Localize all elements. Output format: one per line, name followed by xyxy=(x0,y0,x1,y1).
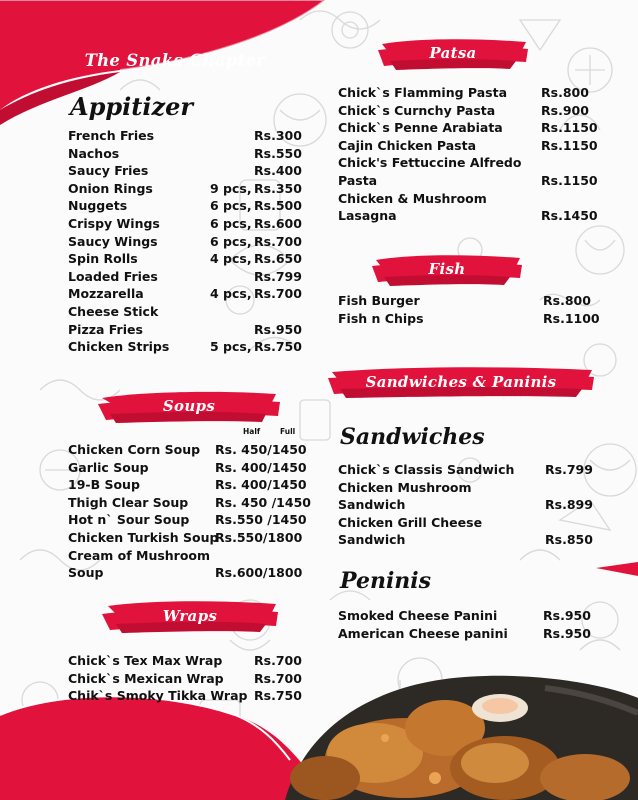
brand-title: The Snaks Chapter xyxy=(84,50,266,70)
wraps-banner xyxy=(100,596,280,636)
list-item: Chicken Mushroom xyxy=(338,479,472,495)
sandwiches-paninis-banner xyxy=(326,362,596,402)
fish-list xyxy=(338,292,598,327)
pasta-title: Patsa xyxy=(429,44,477,62)
list-item: Smoked Cheese Panini Rs.950 xyxy=(338,608,591,623)
list-item: Cajin Chicken Pasta Rs.1150 xyxy=(338,137,598,153)
list-item: Chick`s Tex Max Wrap Rs.700 xyxy=(68,653,302,668)
sandwiches-list xyxy=(338,461,598,549)
list-item: Garlic Soup Rs. 400/1450 xyxy=(68,459,307,475)
paninis-list xyxy=(338,607,598,642)
list-item: Crispy Wings 6 pcs, Rs.600 xyxy=(68,215,302,231)
list-item: Chick`s Classis Sandwich Rs.799 xyxy=(338,462,593,477)
list-item: Chicken Grill Cheese xyxy=(338,514,483,530)
soup-full-label: Full xyxy=(280,427,296,436)
fish-title: Fish xyxy=(428,260,466,278)
wraps-list xyxy=(68,652,308,705)
wraps-title: Wraps xyxy=(162,607,218,625)
list-item: Saucy Fries Rs.400 xyxy=(68,163,302,179)
soup-half-label: Half xyxy=(243,427,261,436)
fried-chicken-photo xyxy=(285,668,638,800)
list-item: Hot n` Sour Soup Rs.550 /1450 xyxy=(68,512,307,528)
list-item: Chick`s Penne Arabiata Rs.1150 xyxy=(338,120,598,136)
appetizer-list xyxy=(68,127,308,356)
list-item: 19-B Soup Rs. 400/1450 xyxy=(68,477,307,493)
sandwiches-heading: Sandwiches xyxy=(340,424,485,450)
list-item: Chicken & Mushroom xyxy=(338,190,487,206)
list-item: Sandwich Rs.850 xyxy=(338,532,593,548)
list-item: Fish Burger Rs.800 xyxy=(338,293,591,308)
list-item: American Cheese panini Rs.950 xyxy=(338,625,591,641)
list-item: Pasta Rs.1150 xyxy=(338,172,598,188)
list-item: Chick`s Flamming Pasta Rs.800 xyxy=(338,85,589,100)
list-item: Sandwich Rs.899 xyxy=(338,497,593,513)
list-item: Mozzarella 4 pcs, Rs.700 xyxy=(68,286,302,302)
list-item: Chick's Fettuccine Alfredo xyxy=(338,155,522,171)
pasta-list xyxy=(338,84,598,225)
soups-banner xyxy=(96,386,282,426)
list-item: Loaded Fries Rs.799 xyxy=(68,268,302,284)
list-item: Saucy Wings 6 pcs, Rs.700 xyxy=(68,233,302,249)
list-item: Chick`s Mexican Wrap Rs.700 xyxy=(68,670,302,686)
sandwiches-paninis-title: Sandwiches & Paninis xyxy=(365,373,557,391)
list-item: Chik`s Smoky Tikka Wrap Rs.750 xyxy=(68,688,302,704)
list-item: Thigh Clear Soup Rs. 450 /1450 xyxy=(68,494,311,510)
list-item: Nachos Rs.550 xyxy=(68,145,302,161)
soups-list xyxy=(68,441,311,582)
list-item: Chick`s Curnchy Pasta Rs.900 xyxy=(338,102,589,118)
appetizer-heading: Appitizer xyxy=(70,92,194,121)
pasta-banner xyxy=(376,34,530,72)
list-item: Cream of Mushroom xyxy=(68,547,211,563)
list-item: Chicken Corn Soup Rs. 450/1450 xyxy=(68,442,307,457)
list-item: French Fries Rs.300 xyxy=(68,128,302,143)
list-item: Spin Rolls 4 pcs, Rs.650 xyxy=(68,251,302,267)
soups-title: Soups xyxy=(162,397,216,415)
list-item: Pizza Fries Rs.950 xyxy=(68,321,302,337)
list-item: Nuggets 6 pcs, Rs.500 xyxy=(68,198,302,214)
list-item: Lasagna Rs.1450 xyxy=(338,208,598,224)
list-item: Cheese Stick xyxy=(68,303,159,319)
list-item: Chicken Turkish Soup Rs.550/1800 xyxy=(68,529,303,545)
paninis-heading: Peninis xyxy=(340,568,432,594)
fish-banner xyxy=(370,250,524,288)
list-item: Soup Rs.600/1800 xyxy=(68,565,303,581)
list-item: Onion Rings 9 pcs, Rs.350 xyxy=(68,180,302,196)
list-item: Chicken Strips 5 pcs, Rs.750 xyxy=(68,339,302,355)
list-item: Fish n Chips Rs.1100 xyxy=(338,310,600,326)
